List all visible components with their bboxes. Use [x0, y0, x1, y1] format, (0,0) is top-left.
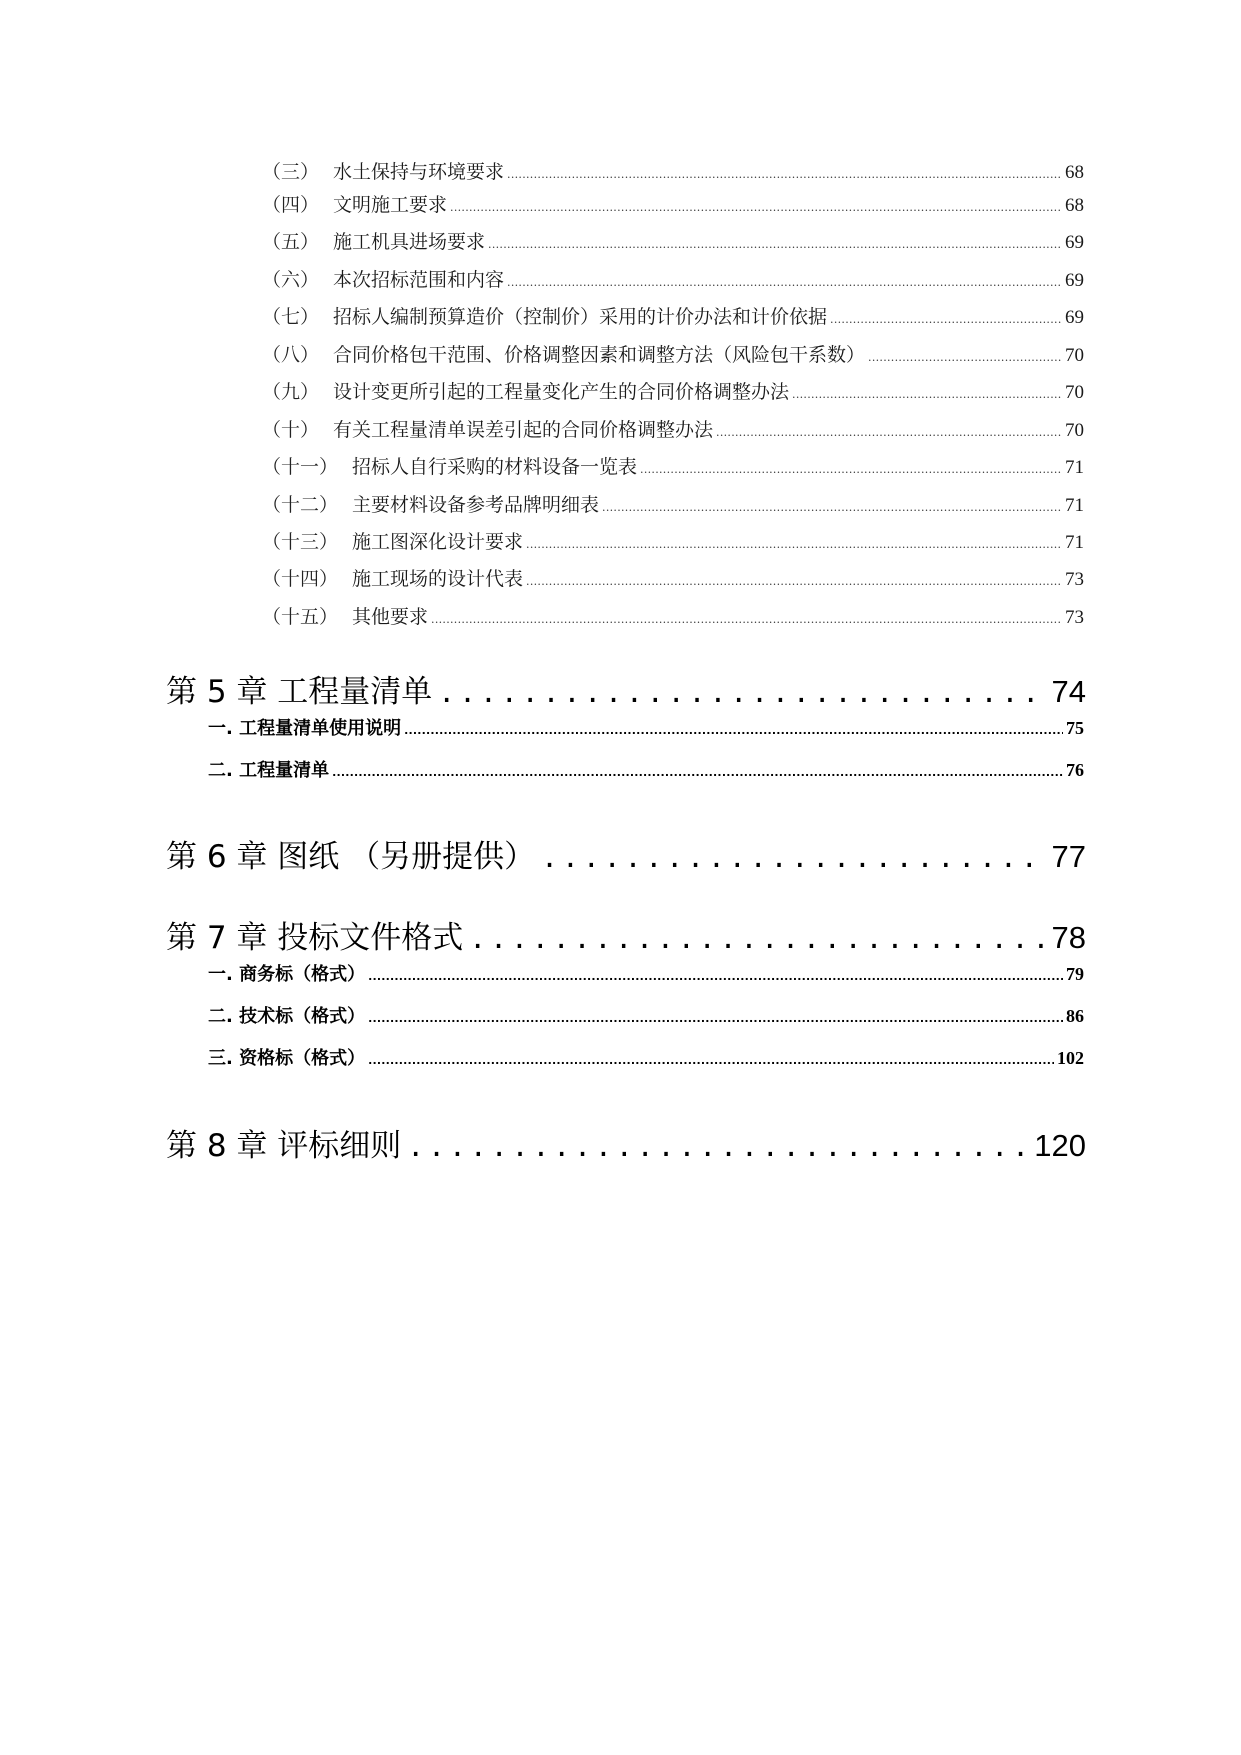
dot-leader	[640, 457, 1062, 483]
chapter-title: 第 5 章 工程量清单	[166, 674, 433, 710]
item-marker: （九）	[262, 381, 320, 403]
item-label: 招标人编制预算造价（控制价）采用的计价办法和计价依据	[333, 306, 828, 328]
toc-item[interactable]	[262, 159, 1084, 185]
page-number: 79	[1066, 964, 1084, 984]
dot-leader	[868, 345, 1062, 371]
dot-leader	[368, 965, 1063, 989]
page-number: 78	[1051, 920, 1086, 955]
toc-item[interactable]	[262, 304, 1084, 330]
dot-leader	[792, 382, 1062, 408]
toc-chapter-7[interactable]	[166, 918, 1086, 958]
page-number: 69	[1065, 270, 1084, 291]
item-label: 设计变更所引起的工程量变化产生的合同价格调整办法	[333, 381, 790, 403]
toc-item[interactable]	[262, 529, 1084, 555]
page-number: 120	[1034, 1128, 1086, 1163]
item-label: 水土保持与环境要求	[333, 161, 505, 183]
item-marker: （十一）	[262, 456, 339, 478]
item-label: 一. 商务标（格式）	[208, 964, 366, 985]
item-label: 招标人自行采购的材料设备一览表	[352, 456, 638, 478]
chapter-title: 第 8 章 评标细则	[166, 1128, 402, 1164]
item-marker: （十二）	[262, 494, 339, 516]
item-label: 主要材料设备参考品牌明细表	[352, 494, 600, 516]
dot-leader	[404, 719, 1063, 743]
toc-item[interactable]	[262, 267, 1084, 293]
toc-chapter-5[interactable]	[166, 672, 1086, 712]
toc-chapter-item[interactable]	[208, 962, 1084, 986]
toc-chapter-item[interactable]	[208, 1004, 1084, 1028]
dot-leader	[526, 532, 1062, 558]
item-marker: （六）	[262, 269, 320, 291]
dot-leader	[368, 1007, 1063, 1031]
dot-leader	[450, 195, 1062, 221]
item-label: 合同价格包干范围、价格调整因素和调整方法（风险包干系数）	[333, 344, 866, 366]
toc-item[interactable]	[262, 379, 1084, 405]
dot-leader	[469, 919, 1045, 959]
item-label: 施工图深化设计要求	[352, 531, 524, 553]
toc-chapter-item[interactable]	[208, 1046, 1084, 1070]
dot-leader	[438, 673, 1045, 713]
dot-leader	[368, 1049, 1054, 1073]
page-number: 73	[1065, 607, 1084, 628]
toc-chapter-item[interactable]	[208, 758, 1084, 782]
page-number: 73	[1065, 569, 1084, 590]
dot-leader	[541, 838, 1045, 878]
page-number: 71	[1065, 532, 1084, 553]
item-label: 本次招标范围和内容	[333, 269, 505, 291]
page-number: 70	[1065, 345, 1084, 366]
toc-item[interactable]	[262, 192, 1084, 218]
toc-item[interactable]	[262, 492, 1084, 518]
chapter-title: 第 7 章 投标文件格式	[166, 920, 464, 956]
item-marker: （十）	[262, 419, 320, 441]
dot-leader	[716, 420, 1062, 446]
toc-chapter-item[interactable]	[208, 716, 1084, 740]
page-number: 71	[1065, 495, 1084, 516]
page-number: 77	[1051, 839, 1086, 874]
item-label: 二. 技术标（格式）	[208, 1006, 366, 1027]
item-marker: （八）	[262, 344, 320, 366]
dot-leader	[488, 232, 1062, 258]
toc-item[interactable]	[262, 342, 1084, 368]
toc-chapter-8[interactable]	[166, 1126, 1086, 1166]
item-marker: （七）	[262, 306, 320, 328]
item-marker: （十五）	[262, 606, 339, 628]
item-marker: （五）	[262, 231, 320, 253]
dot-leader	[526, 569, 1062, 595]
toc-item[interactable]	[262, 229, 1084, 255]
item-label: 文明施工要求	[333, 194, 448, 216]
dot-leader	[332, 761, 1063, 785]
item-label: 一. 工程量清单使用说明	[208, 718, 402, 739]
page-number: 71	[1065, 457, 1084, 478]
item-label: 施工现场的设计代表	[352, 568, 524, 590]
dot-leader	[407, 1127, 1028, 1167]
page-number: 74	[1051, 674, 1086, 709]
toc-item[interactable]	[262, 566, 1084, 592]
item-marker: （十四）	[262, 568, 339, 590]
page-number: 102	[1057, 1048, 1084, 1068]
page-number: 75	[1066, 718, 1084, 738]
page-number: 69	[1065, 232, 1084, 253]
item-marker: （十三）	[262, 531, 339, 553]
toc-chapter-6[interactable]	[166, 837, 1086, 877]
item-label: 施工机具进场要求	[333, 231, 486, 253]
dot-leader	[602, 495, 1062, 521]
item-label: 其他要求	[352, 606, 429, 628]
page-number: 69	[1065, 307, 1084, 328]
dot-leader	[507, 270, 1062, 296]
page-number: 70	[1065, 382, 1084, 403]
dot-leader	[507, 162, 1062, 188]
toc-item[interactable]	[262, 454, 1084, 480]
page-number: 76	[1066, 760, 1084, 780]
chapter-title: 第 6 章 图纸 （另册提供）	[166, 839, 536, 875]
item-marker: （四）	[262, 194, 320, 216]
toc-item[interactable]	[262, 604, 1084, 630]
dot-leader	[431, 607, 1062, 633]
dot-leader	[830, 307, 1062, 333]
page-number: 68	[1065, 162, 1084, 183]
item-label: 三. 资格标（格式）	[208, 1048, 366, 1069]
page-number: 86	[1066, 1006, 1084, 1026]
page-number: 70	[1065, 420, 1084, 441]
item-label: 有关工程量清单误差引起的合同价格调整办法	[333, 419, 714, 441]
toc-item[interactable]	[262, 417, 1084, 443]
page-number: 68	[1065, 195, 1084, 216]
item-marker: （三）	[262, 161, 320, 183]
item-label: 二. 工程量清单	[208, 760, 330, 781]
